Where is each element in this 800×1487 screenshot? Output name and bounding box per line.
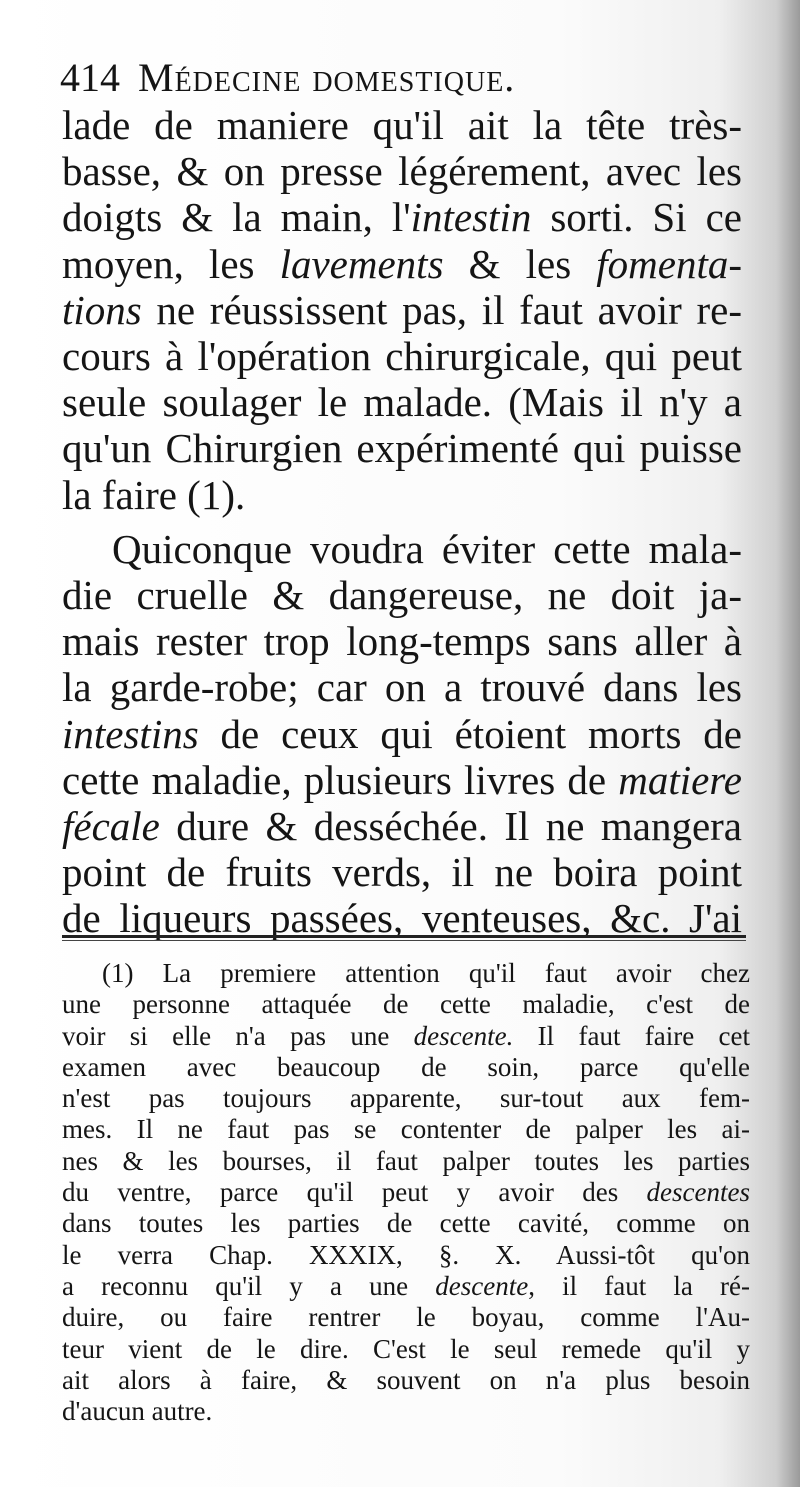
text-segment: n'est pas toujours apparente, sur-tout aux fem- [62, 1083, 750, 1114]
text-segment: voir si elle n'a pas une [62, 1020, 414, 1051]
text-segment: du ventre, parce qu'il peut y avoir des [62, 1177, 647, 1208]
text-segment: doigts & la main, l' [62, 194, 411, 241]
footnote-line [62, 1114, 750, 1145]
footnote-line [62, 989, 750, 1020]
body-line [62, 526, 742, 572]
text-segment: moyen, les [62, 240, 280, 287]
text-segment: die cruelle & dangereuse, ne doit ja- [62, 572, 742, 619]
text-segment: nes & les bourses, il faut palper toutes les parties [62, 1145, 750, 1176]
footnote-line [62, 1208, 750, 1239]
body-line [62, 618, 742, 664]
main-text [62, 102, 742, 942]
italic-text: descentes [646, 1177, 750, 1208]
text-segment: ait alors à faire, & souvent on n'a plus besoin [62, 1364, 750, 1395]
text-segment: , il faut la ré- [528, 1270, 750, 1301]
text-segment: Quiconque voudra éviter cette mala- [112, 525, 742, 572]
italic-text: intestin [410, 194, 532, 241]
footnote-line [62, 1271, 750, 1302]
body-line [62, 757, 742, 803]
text-segment: qu'un Chirurgien expérimenté qui puisse [62, 425, 742, 472]
body-line [62, 194, 742, 240]
italic-text: intestins [62, 710, 199, 757]
text-segment: mais rester trop long-temps sans aller à [62, 618, 742, 665]
body-line [62, 333, 742, 379]
text-segment: & les [443, 240, 597, 287]
italic-text: descente. [413, 1020, 514, 1051]
body-line [62, 572, 742, 618]
text-segment: le verra Chap. XXXIX, §. X. Aussi-tôt qu'on [62, 1239, 750, 1270]
body-line [62, 379, 742, 425]
text-segment: la faire (1). [62, 471, 246, 518]
footnote-line [62, 1021, 750, 1052]
text-segment: dure & desséchée. Il ne mangera [159, 803, 742, 850]
italic-text: fomenta- [596, 240, 742, 287]
text-segment: duire, ou faire rentrer le boyau, comme l'Au- [62, 1302, 750, 1333]
text-segment: lade de maniere qu'il ait la tête très- [62, 102, 742, 148]
text-segment: ne réussissent pas, il faut avoir re- [141, 286, 742, 333]
text-segment: cours à l'opération chirurgicale, qui peut [62, 333, 742, 380]
body-line [62, 664, 742, 710]
text-segment: examen avec beaucoup de soin, parce qu'elle [62, 1051, 750, 1082]
body-line [62, 287, 742, 333]
footnote-line [62, 1240, 750, 1271]
italic-text: descente [435, 1270, 529, 1301]
text-segment: d'aucun autre. [62, 1396, 213, 1427]
running-header [60, 52, 760, 104]
footnote-line [62, 1302, 750, 1333]
body-line [62, 472, 742, 518]
footnote-line [62, 1083, 750, 1114]
body-line [62, 711, 742, 757]
footnote-line [62, 1052, 750, 1083]
italic-text: lavements [279, 240, 444, 287]
text-segment: basse, & on presse légérement, avec les [62, 148, 742, 195]
text-segment: seule soulager le malade. (Mais il n'y a [62, 379, 742, 426]
footnote-line [62, 1177, 750, 1208]
text-segment: (1) La premiere attention qu'il faut avoir chez [102, 958, 750, 988]
body-line [62, 849, 742, 895]
body-line [62, 241, 742, 287]
page-number: 414 [60, 55, 120, 100]
text-segment: dans toutes les parties de cette cavité, comme on [62, 1208, 750, 1239]
body-line [62, 102, 742, 148]
running-title: Médecine domestique. [138, 55, 516, 100]
body-line [62, 425, 742, 471]
text-segment: sorti. Si ce [531, 194, 742, 241]
text-segment: de liqueurs passées, venteuses, &c. J'ai [62, 895, 742, 942]
text-segment: a reconnu qu'il y a une [62, 1270, 436, 1301]
footnote-line [62, 1365, 750, 1396]
body-line [62, 148, 742, 194]
italic-text: tions [62, 286, 142, 333]
footnote-line [62, 958, 750, 989]
footnote [62, 958, 750, 1427]
italic-text: matiere [618, 756, 742, 803]
text-segment: la garde-robe; car on a trouvé dans les [62, 664, 742, 711]
footnote-line [62, 1146, 750, 1177]
footnote-line [62, 1396, 750, 1427]
text-segment: point de fruits verds, il ne boira point [62, 849, 742, 896]
text-segment: de ceux qui étoient morts de [198, 710, 742, 757]
text-segment: teur vient de le dire. C'est le seul remede qu'il y [62, 1333, 750, 1364]
italic-text: fécale [62, 803, 160, 850]
text-segment: une personne attaquée de cette maladie, c'est de [62, 989, 750, 1020]
footnote-line [62, 1334, 750, 1365]
text-segment: cette maladie, plusieurs livres de [62, 756, 619, 803]
footnote-rule [62, 935, 746, 941]
text-segment: Il faut faire cet [513, 1020, 751, 1051]
body-line [62, 803, 742, 849]
text-segment: mes. Il ne faut pas se contenter de palper les ai- [62, 1114, 750, 1145]
